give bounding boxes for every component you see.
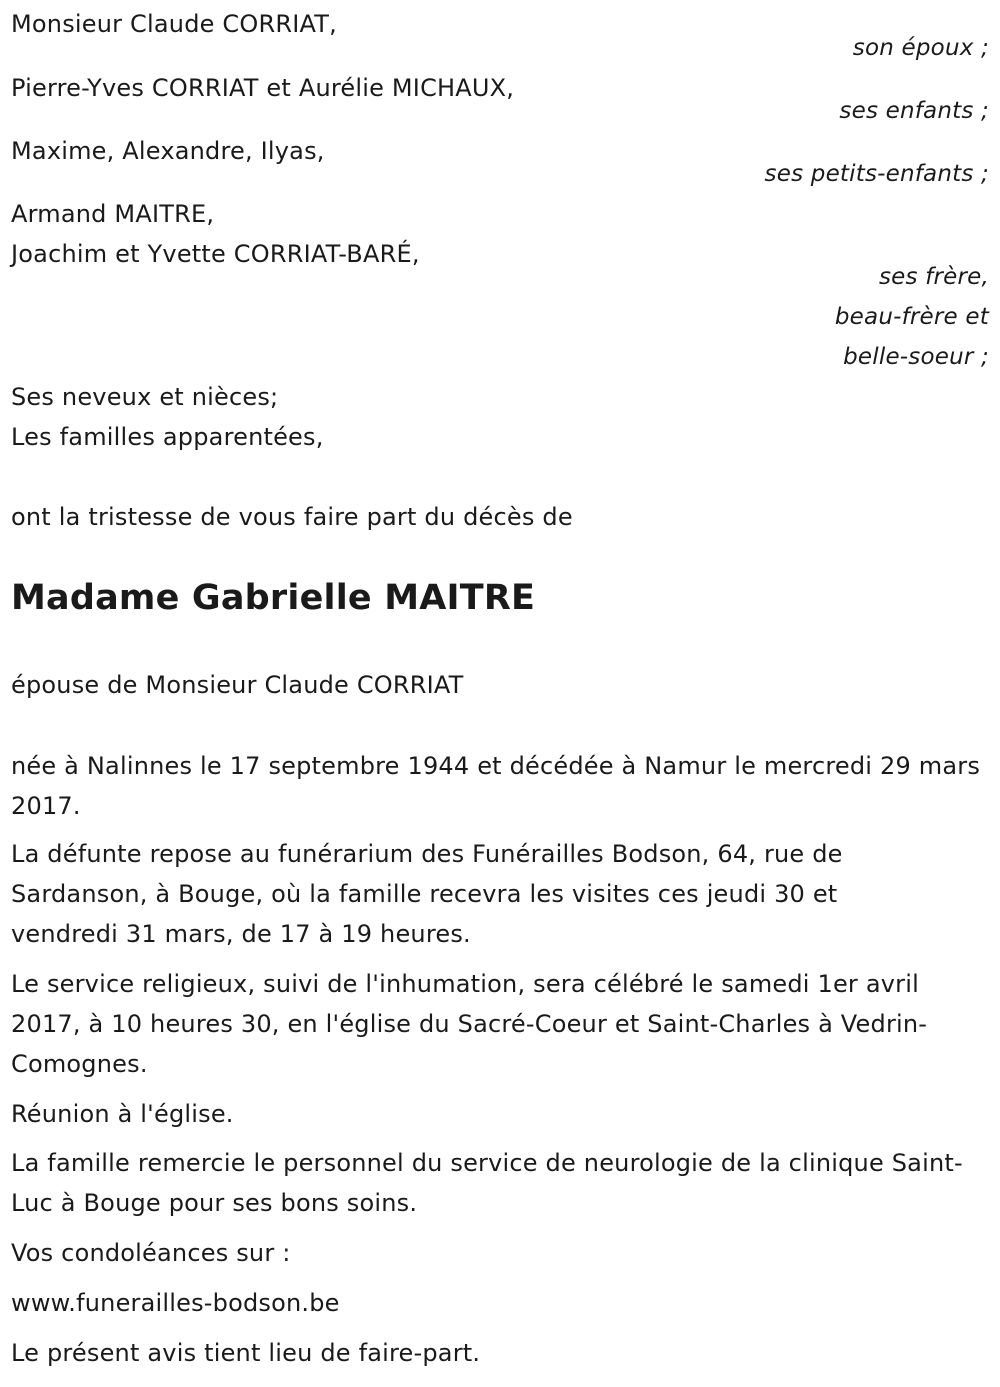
sibling-name-1: Armand MAITRE,: [11, 200, 215, 228]
announcement: ont la tristesse de vous faire part du décès de: [11, 503, 573, 531]
spouse-of-line: épouse de Monsieur Claude CORRIAT: [11, 671, 464, 699]
website-link[interactable]: www.funerailles-bodson.be: [11, 1289, 340, 1317]
children-names: Pierre-Yves CORRIAT et Aurélie MICHAUX,: [11, 74, 515, 102]
meeting-line: Réunion à l'église.: [11, 1100, 234, 1128]
sibling-role-3: belle-soeur ;: [843, 344, 989, 370]
spouse-role: son époux ;: [852, 35, 989, 61]
grandchildren-names: Maxime, Alexandre, Ilyas,: [11, 137, 325, 165]
condolences-line: Vos condoléances sur :: [11, 1239, 291, 1267]
relatives-line: Les familles apparentées,: [11, 423, 324, 451]
birth-death-paragraph: née à Nalinnes le 17 septembre 1944 et décédée à Namur le mercredi 29 mars 2017.: [11, 752, 981, 820]
grandchildren-role: ses petits-enfants ;: [764, 161, 989, 187]
notice-line: Le présent avis tient lieu de faire-part.: [11, 1339, 481, 1367]
nephews-line: Ses neveux et nièces;: [11, 383, 279, 411]
sibling-role-1: ses frère,: [878, 264, 989, 290]
repose-paragraph: La défunte repose au funérarium des Funérailles Bodson, 64, rue de Sardanson, à Bouge, où la famille recevra les visites ces jeudi 30 et vendredi 31 mars, de 17 à 19 heures.: [11, 840, 843, 948]
deceased-name: Madame Gabrielle MAITRE: [11, 578, 536, 618]
spouse-name: Monsieur Claude CORRIAT,: [11, 10, 337, 38]
children-role: ses enfants ;: [839, 98, 989, 124]
thanks-paragraph: La famille remercie le personnel du service de neurologie de la clinique Saint-Luc à Bouge pour ses bons soins.: [11, 1149, 963, 1217]
sibling-name-2: Joachim et Yvette CORRIAT-BARÉ,: [11, 240, 420, 268]
sibling-role-2: beau-frère et: [834, 304, 989, 330]
service-paragraph: Le service religieux, suivi de l'inhumation, sera célébré le samedi 1er avril 2017, à 10 heures 30, en l'église du Sacré-Coeur et Saint-Charles à Vedrin-Comognes.: [11, 970, 928, 1078]
